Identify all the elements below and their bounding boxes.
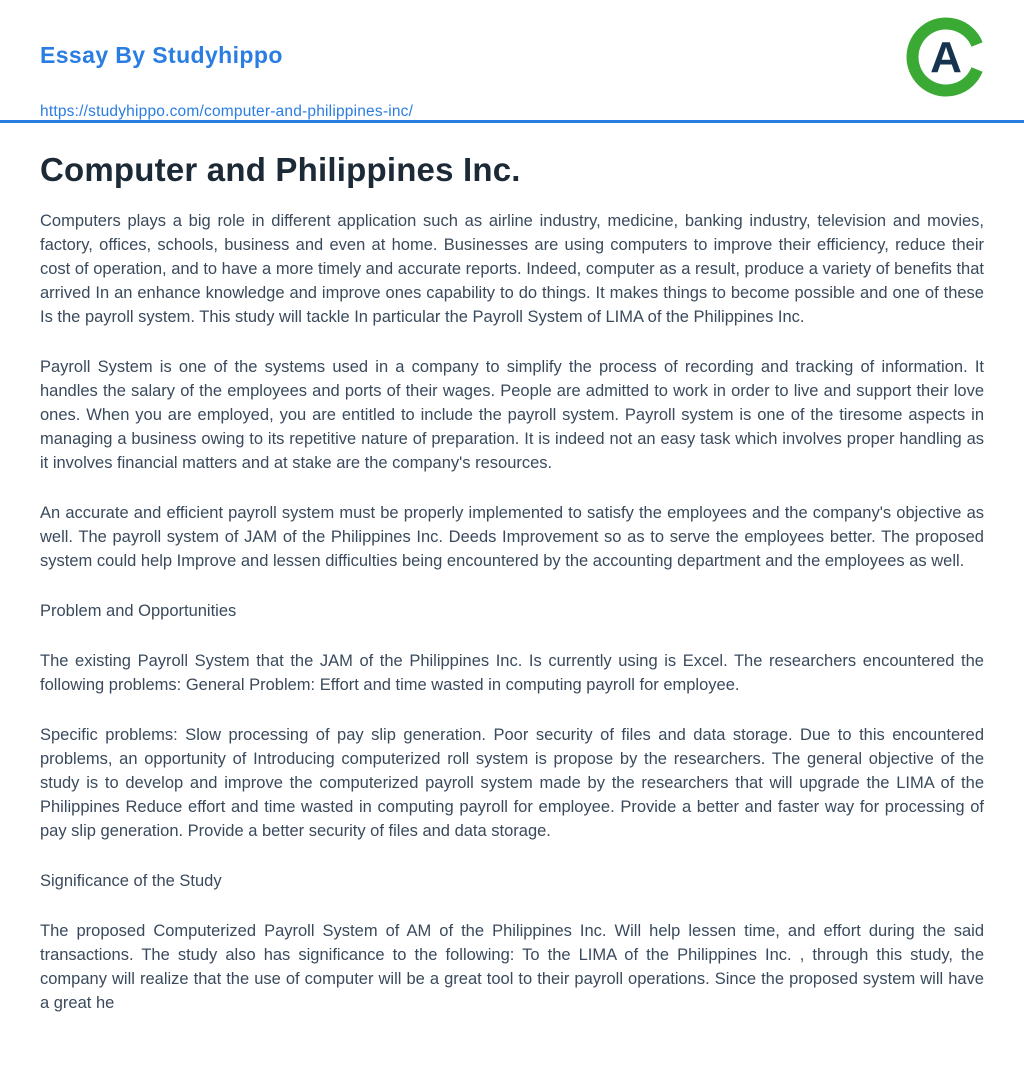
essay-paragraph: Computers plays a big role in different application such as airline industry, medicine, banking industry, television and movies, factory, offices, schools, business and even at home. Businesses are using computers to improve their efficiency, reduce their cost of operation, and to have a more timely and accurate reports. Indeed, computer as a result, produce a variety of benefits that arrived In an enhance knowledge and improve ones capability to do things. It makes things to become possible and one of these Is the payroll system. This study will tackle In particular the Payroll System of LIMA of the Philippines Inc. [40, 212, 984, 326]
site-title: Essay By Studyhippo [40, 42, 283, 68]
essay-paragraph: An accurate and efficient payroll system must be properly implemented to satisfy the employees and the company's objective as well. The payroll system of JAM of the Philippines Inc. Deeds Improvement so as to serve the employees better. The proposed system could help Improve and lessen difficulties being encountered by the accounting department and the employees as well. [40, 504, 984, 570]
section-heading-problem-and-opportunities: Problem and Opportunities [40, 602, 237, 620]
article-url-link[interactable]: https://studyhippo.com/computer-and-philippines-inc/ [40, 103, 414, 120]
essay-content [0, 123, 1024, 1015]
essay-paragraph: The existing Payroll System that the JAM of the Philippines Inc. Is currently using is Excel. The researchers encountered the following problems: General Problem: Effort and time wasted in computing payroll for employee. [40, 652, 984, 694]
page-header [0, 0, 1024, 120]
logo-letter: A [930, 33, 962, 82]
essay-paragraph: Payroll System is one of the systems used in a company to simplify the process of recording and tracking of information. It handles the salary of the employees and ports of their wages. People are admitted to work in order to live and support their love ones. When you are employed, you are entitled to include the payroll system. Payroll system is one of the tiresome aspects in managing a business owing to its repetitive nature of preparation. It is indeed not an easy task which involves proper handling as it involves financial matters and at stake are the company's resources. [40, 358, 984, 472]
section-heading-significance-of-the-study: Significance of the Study [40, 872, 222, 890]
essay-paragraph: The proposed Computerized Payroll System of AM of the Philippines Inc. Will help lessen time, and effort during the said transactions. The study also has significance to the following: To the LIMA of the Philippines Inc. , through this study, the company will realize that the use of computer will be a great tool to their payroll operations. Since the proposed system will have a great he [40, 922, 984, 1012]
essay-paragraph: Specific problems: Slow processing of pay slip generation. Poor security of files and data storage. Due to this encountered problems, an opportunity of Introducing computerized roll system is propose by the researchers. The general objective of the study is to develop and improve the computerized payroll system made by the researchers that will upgrade the LIMA of the Philippines Reduce effort and time wasted in computing payroll for employee. Provide a better and faster way for processing of pay slip generation. Provide a better security of files and data storage. [40, 726, 984, 840]
essay-title: Computer and Philippines Inc. [40, 151, 521, 188]
studyhippo-logo [906, 17, 986, 97]
studyhippo-a-ring-icon [906, 17, 986, 97]
header-text-block [40, 42, 984, 121]
